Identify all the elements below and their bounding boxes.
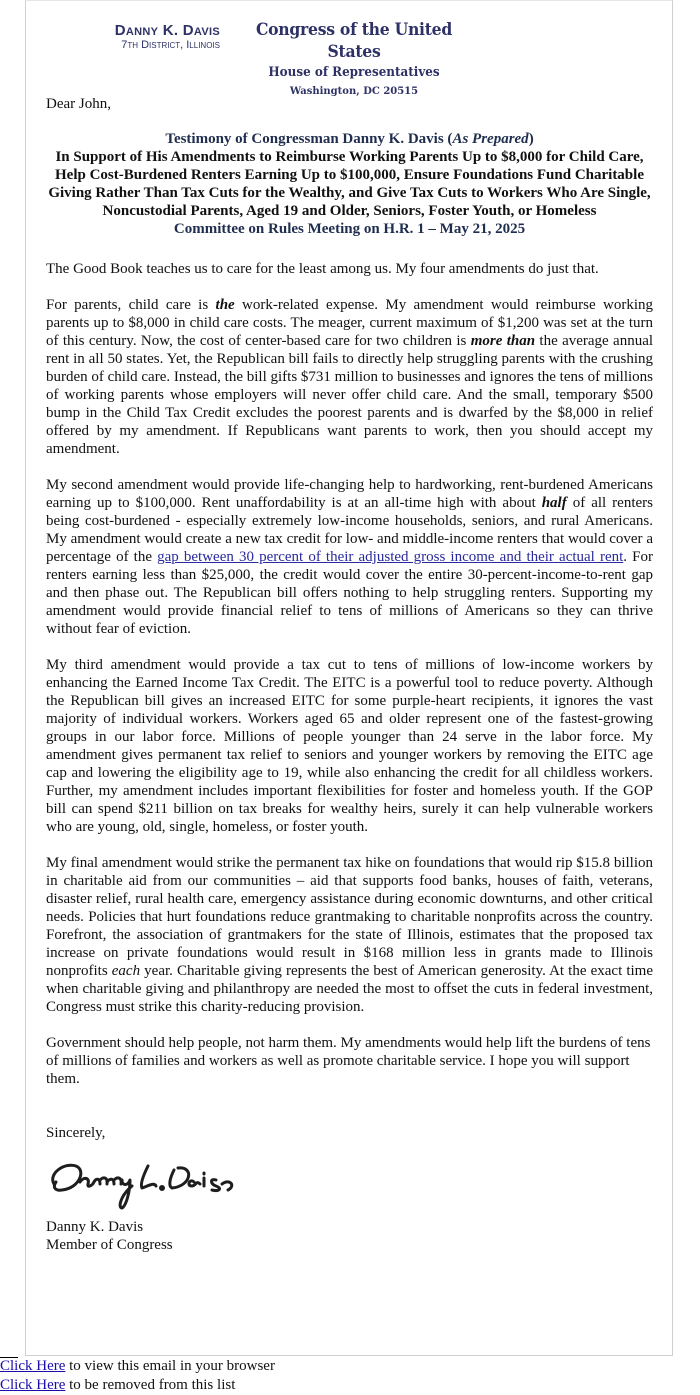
paragraph-eitc: My third amendment would provide a tax cut to tens of millions of low-income workers by enhancing the Earned Income Tax Credit. The EITC is a powerful tool to reduce poverty. Although the Republican bill gives an increased EITC for some purple-heart recipients, it ignores the vast majority of individual workers. Workers aged 65 and older represent one of the fastest-growing groups in our labor force. Millions of people younger than 24 serve in the labor force. My amendment gives permanent tax relief to seniors and younger workers by removing the EITC age cap and lowering the eligibility age to 19, while also enhancing the credit for all childless workers. Further, my amendment includes important flexibilities for foster and homeless youth. If the GOP bill can spend $211 billion on tax breaks for wealthy heirs, surely it can help vulnerable workers who are young, old, single, homeless, or foster youth. — [46, 657, 653, 835]
signature-icon — [44, 1156, 244, 1216]
text: work-related expense. My amendment would reimburse working parents up to $8,000 in child care costs. The meager, current maximum of $1,200 was set at the turn of this century. Now, the cost of center-based care for two children is — [46, 297, 653, 349]
member-name: Danny K. Davis — [114, 22, 220, 39]
letter-frame — [25, 0, 673, 1356]
signer-name: Danny K. Davis — [46, 1219, 144, 1235]
paragraph-intro: The Good Book teaches us to care for the least among us. My four amendments do just that. — [46, 261, 599, 277]
valediction: Sincerely, — [46, 1125, 106, 1141]
footer-divider — [0, 1357, 18, 1358]
footer-view-line — [0, 1357, 275, 1376]
congress-seal-text — [224, 19, 484, 101]
title-line-3: Help Cost-Burdened Renters Earning Up to $100,000, Ensure Foundations Fund Charitable Giving Rather Than Tax Cuts for the Wealthy, and Give Tax Cuts to Workers Who Are Single, Noncustodial Parents, Aged 19 and Older, Seniors, Foster Youth, or Homeless — [48, 167, 651, 219]
text: . For renters earning less than $25,000, the credit would cover the entire 30-percent-income-to-rent gap and then phase out. The Republican bill offers nothing to help struggling renters. Supporting my amendment would provide financial relief to tens of millions of Americans so they can thrive without fear of eviction. — [46, 549, 653, 637]
testimony-title — [46, 130, 653, 238]
letterhead — [26, 19, 672, 97]
member-district: 7th District, Illinois — [121, 39, 220, 51]
emphasis: the — [215, 297, 235, 313]
salutation: Dear John, — [46, 96, 111, 112]
title-line-4: Committee on Rules Meeting on H.R. 1 – May 21, 2025 — [173, 221, 526, 237]
chamber-name: House of Representatives — [268, 65, 440, 80]
text: For parents, child care is — [46, 297, 216, 313]
emphasis: half — [541, 495, 567, 511]
title-line-1 — [46, 130, 653, 148]
city-address: Washington, DC 20515 — [289, 86, 419, 97]
text: My second amendment would provide life-changing help to hardworking, rent-burdened Americans earning up to $100,000. Rent unaffordability is at an all-time high with about — [46, 477, 653, 511]
paragraph-child-care — [46, 296, 653, 458]
footer-text: to be removed from this list — [65, 1377, 236, 1393]
closing-block — [46, 1124, 653, 1254]
title-italic: As Prepared — [452, 131, 529, 147]
paragraph-foundations — [46, 854, 653, 1016]
signer-role: Member of Congress — [46, 1237, 173, 1253]
institution-name: Congress of the United States — [255, 20, 453, 62]
rent-gap-link[interactable]: gap between 30 percent of their adjusted gross income and their actual rent — [157, 549, 624, 565]
text: year. Charitable giving represents the best of American generosity. At the exact time when charitable giving and philanthropy are needed the most to offset the cuts in federal investment, Congress must strike this charity-reducing provision. — [46, 963, 653, 1015]
title-prefix: Testimony of Congressman Danny K. Davis ( — [165, 131, 453, 147]
text: My final amendment would strike the permanent tax hike on foundations that would rip $15.8 billion in charitable aid from our communities – aid that supports food banks, houses of faith, veterans, disaster relief, rural health care, emergency assistance during economic downturns, and other critical needs. Policies that hurt foundations reduce grantmaking to charitable nonprofits across the country. Forefront, the association of grantmakers for the state of Illinois, estimates that the proposed tax increase on private foundations would result in $168 million less in grants made to Illinois nonprofits — [46, 855, 653, 979]
email-footer — [0, 1357, 275, 1395]
letter-body — [46, 95, 653, 1254]
title-line-2: In Support of His Amendments to Reimburse Working Parents Up to $8,000 for Child Care, — [55, 149, 644, 165]
view-in-browser-link[interactable]: Click Here — [0, 1358, 66, 1374]
emphasis: each — [111, 963, 141, 979]
paragraph-conclusion: Government should help people, not harm them. My amendments would help lift the burdens of tens of millions of families and workers as well as promote charitable service. I hope you will support them. — [46, 1035, 651, 1087]
emphasis: more than — [470, 333, 536, 349]
footer-text: to view this email in your browser — [65, 1358, 275, 1374]
text: the average annual rent in all 50 states. Yet, the Republican bill fails to directly help struggling parents with the crushing burden of child care. Instead, the bill gifts $731 million to businesses and ignores the tens of millions of working parents whose employers will never offer child care. And the small, temporary $500 bump in the Child Tax Credit excludes the poorest parents and is dwarfed by the $8,000 in relief offered by my amendment. If Republicans want parents to work, then you should accept my amendment. — [46, 333, 654, 457]
text: of all renters being cost-burdened - especially extremely low-income households, seniors, and rural Americans. My amendment would create a new tax credit for low- and middle-income renters that would cover a percentage of the — [46, 495, 653, 565]
title-suffix: ) — [528, 131, 534, 147]
unsubscribe-link[interactable]: Click Here — [0, 1377, 66, 1393]
footer-remove-line — [0, 1376, 275, 1395]
member-block — [74, 22, 220, 52]
paragraph-renters — [46, 476, 653, 638]
